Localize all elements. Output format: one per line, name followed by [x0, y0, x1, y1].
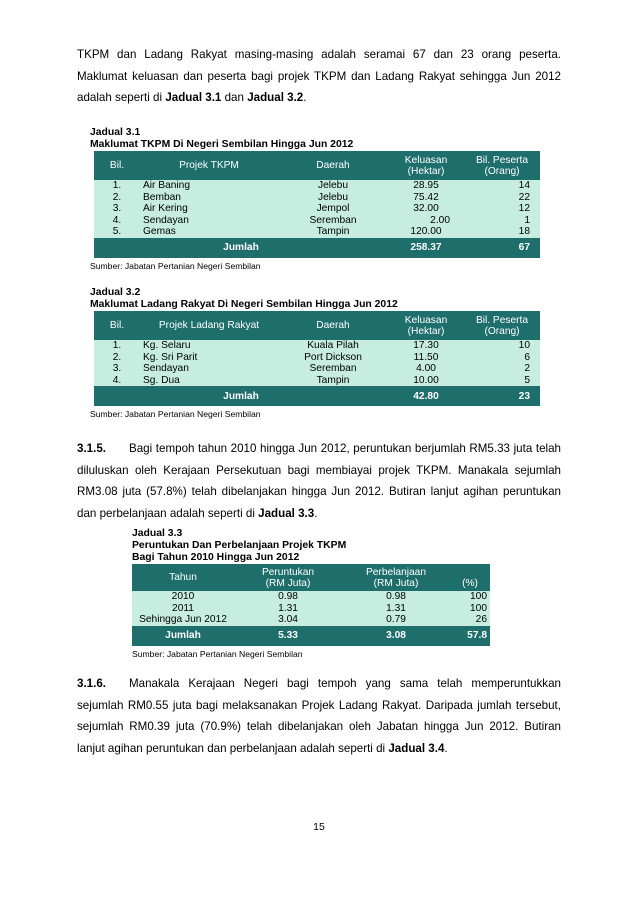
cell-peruntukan: 3.04 — [234, 614, 342, 626]
cell-peserta: 1 — [464, 215, 540, 227]
header-keluasan-line1: Keluasan — [404, 314, 448, 326]
cell-peruntukan: 0.98 — [234, 591, 342, 603]
total-label: Jumlah — [132, 626, 234, 646]
paragraph-3-1-6 — [77, 673, 561, 759]
table-3-2-label: Jadual 3.2 — [90, 287, 141, 298]
header-peruntukan-line2: (RM Juta) — [265, 577, 311, 589]
total-perbelanjaan: 3.08 — [342, 626, 450, 646]
table-row — [94, 192, 540, 204]
paragraph-text: Manakala Kerajaan Negeri bagi tempoh yang sama telah memperuntukkan sejumlah RM0.55 juta bagi melaksanakan Projek Ladang Rakyat. Daripada jumlah tersebut, sejumlah RM0.39 juta (70.9%) telah dibelanjakan oleh Jabatan hingga Jun 2012. Butiran lanjut agihan peruntukan dan perbelanjaan adalah seperti di — [77, 677, 561, 755]
cell-projek: Sg. Dua — [140, 375, 278, 387]
table-row — [132, 614, 490, 626]
cell-peserta: 18 — [464, 226, 540, 238]
table-row — [94, 226, 540, 238]
header-daerah: Daerah — [278, 311, 388, 340]
cell-peserta: 12 — [464, 203, 540, 215]
total-keluasan: 42.80 — [388, 386, 464, 406]
table-3-2-source: Sumber: Jabatan Pertanian Negeri Sembilan — [90, 409, 261, 420]
table-3-3-label: Jadual 3.3 — [132, 528, 183, 539]
header-keluasan — [388, 311, 464, 340]
cell-projek: Sendayan — [140, 363, 278, 375]
paragraph-number: 3.1.5. — [77, 442, 107, 455]
table-row — [132, 603, 490, 615]
header-peserta-line2: (Orang) — [484, 325, 520, 337]
cell-perbelanjaan: 0.79 — [342, 614, 450, 626]
header-perbelanjaan-line2: (RM Juta) — [373, 577, 419, 589]
cell-keluasan: 10.00 — [388, 375, 464, 387]
table-row — [94, 340, 540, 352]
cell-keluasan: 4.00 — [388, 363, 464, 375]
cell-peserta: 22 — [464, 192, 540, 204]
table-3-1 — [94, 151, 540, 258]
header-keluasan-line2: (Hektar) — [407, 165, 445, 177]
table-3-3 — [132, 564, 490, 646]
table-3-1-source: Sumber: Jabatan Pertanian Negeri Sembilan — [90, 260, 261, 271]
cell-perbelanjaan: 1.31 — [342, 603, 450, 615]
cell-tahun: 2011 — [132, 603, 234, 615]
cell-projek: Sendayan — [140, 215, 278, 227]
table-3-3-block — [132, 528, 490, 659]
paragraph-text-end: . — [314, 506, 318, 520]
ref-jadual-3-2: Jadual 3.2 — [247, 91, 304, 104]
cell-peserta: 2 — [464, 363, 540, 375]
header-peruntukan — [234, 564, 342, 591]
table-row — [94, 352, 540, 364]
total-row — [132, 626, 490, 646]
total-row — [94, 238, 540, 258]
header-keluasan-line2: (Hektar) — [407, 325, 445, 337]
cell-peserta: 5 — [464, 375, 540, 387]
cell-bil: 5. — [94, 226, 140, 238]
cell-keluasan: 120.00 — [388, 226, 464, 238]
table-3-2-title: Maklumat Ladang Rakyat Di Negeri Sembilan Hingga Jun 2012 — [90, 299, 398, 310]
paragraph-3-1-5 — [77, 438, 561, 524]
cell-bil: 4. — [94, 215, 140, 227]
total-peruntukan: 5.33 — [234, 626, 342, 646]
total-row — [94, 386, 540, 406]
cell-peratus: 100 — [450, 591, 490, 603]
header-bil: Bil. — [94, 151, 140, 180]
total-label: Jumlah — [94, 238, 388, 258]
header-peserta — [464, 151, 540, 180]
cell-daerah: Seremban — [278, 215, 388, 227]
cell-keluasan: 32.00 — [388, 203, 464, 215]
table-3-1-title: Maklumat TKPM Di Negeri Sembilan Hingga Jun 2012 — [90, 139, 354, 150]
table-row — [94, 375, 540, 387]
total-label: Jumlah — [94, 386, 388, 406]
intro-text-join: dan — [221, 91, 248, 104]
cell-projek: Kg. Selaru — [140, 340, 278, 352]
header-peserta-line1: Bil. Peserta — [475, 314, 529, 326]
cell-bil: 1. — [94, 180, 140, 192]
cell-daerah: Tampin — [278, 226, 388, 238]
table-header-row — [94, 311, 540, 340]
cell-projek: Kg. Sri Parit — [140, 352, 278, 364]
cell-keluasan: 17.30 — [388, 340, 464, 352]
cell-perbelanjaan: 0.98 — [342, 591, 450, 603]
cell-keluasan: 11.50 — [388, 352, 464, 364]
cell-keluasan: 2.00 — [388, 215, 464, 227]
cell-bil: 2. — [94, 192, 140, 204]
page-number: 15 — [313, 821, 325, 833]
table-3-3-source: Sumber: Jabatan Pertanian Negeri Sembilan — [132, 648, 303, 659]
intro-paragraph — [77, 44, 561, 109]
ref-jadual-3-4: Jadual 3.4 — [388, 741, 445, 755]
cell-peserta: 6 — [464, 352, 540, 364]
header-peserta-line2: (Orang) — [484, 165, 520, 177]
cell-peserta: 14 — [464, 180, 540, 192]
cell-daerah: Seremban — [278, 363, 388, 375]
header-peserta — [464, 311, 540, 340]
table-3-1-label: Jadual 3.1 — [90, 127, 141, 138]
cell-bil: 4. — [94, 375, 140, 387]
total-peserta: 23 — [464, 386, 540, 406]
cell-keluasan: 28.95 — [388, 180, 464, 192]
header-bil: Bil. — [94, 311, 140, 340]
table-3-3-title-1: Peruntukan Dan Perbelanjaan Projek TKPM — [132, 540, 347, 551]
table-header-row — [94, 151, 540, 180]
header-keluasan-line1: Keluasan — [404, 154, 448, 166]
cell-peratus: 100 — [450, 603, 490, 615]
ref-jadual-3-3: Jadual 3.3 — [258, 506, 315, 520]
table-row — [94, 203, 540, 215]
header-tahun: Tahun — [132, 564, 234, 591]
cell-daerah: Jelebu — [278, 180, 388, 192]
cell-peratus: 26 — [450, 614, 490, 626]
cell-projek: Air Kering — [140, 203, 278, 215]
cell-bil: 2. — [94, 352, 140, 364]
table-row — [94, 215, 540, 227]
intro-text: TKPM dan Ladang Rakyat masing-masing adalah seramai 67 dan 23 orang peserta. Maklumat keluasan dan peserta bagi projek TKPM dan Ladang Rakyat sehingga Jun 2012 adalah seperti di — [77, 48, 561, 104]
ref-jadual-3-1: Jadual 3.1 — [165, 91, 222, 104]
paragraph-text-end: . — [444, 741, 448, 755]
header-perbelanjaan-line1: Perbelanjaan — [365, 566, 427, 578]
cell-bil: 3. — [94, 203, 140, 215]
cell-peserta: 10 — [464, 340, 540, 352]
cell-projek: Air Baning — [140, 180, 278, 192]
cell-keluasan: 75.42 — [388, 192, 464, 204]
table-3-3-title-2: Bagi Tahun 2010 Hingga Jun 2012 — [132, 552, 300, 563]
intro-text-end: . — [303, 91, 307, 104]
cell-bil: 3. — [94, 363, 140, 375]
cell-daerah: Tampin — [278, 375, 388, 387]
cell-projek: Bemban — [140, 192, 278, 204]
header-peratus: (%) — [450, 564, 490, 591]
table-row — [94, 180, 540, 192]
cell-projek: Gemas — [140, 226, 278, 238]
table-3-2 — [94, 311, 540, 406]
cell-bil: 1. — [94, 340, 140, 352]
header-projek: Projek TKPM — [140, 151, 278, 180]
cell-daerah: Port Dickson — [278, 352, 388, 364]
table-row — [94, 363, 540, 375]
table-3-1-block — [90, 127, 540, 271]
total-keluasan: 258.37 — [388, 238, 464, 258]
cell-daerah: Kuala Pilah — [278, 340, 388, 352]
table-header-row — [132, 564, 490, 591]
header-daerah: Daerah — [278, 151, 388, 180]
header-peserta-line1: Bil. Peserta — [475, 154, 529, 166]
paragraph-number: 3.1.6. — [77, 677, 107, 690]
header-peruntukan-line1: Peruntukan — [261, 566, 315, 578]
header-projek: Projek Ladang Rakyat — [140, 311, 278, 340]
header-keluasan — [388, 151, 464, 180]
cell-daerah: Jelebu — [278, 192, 388, 204]
cell-tahun: Sehingga Jun 2012 — [132, 614, 234, 626]
paragraph-text: Bagi tempoh tahun 2010 hingga Jun 2012, peruntukan berjumlah RM5.33 juta telah diluluskan oleh Kerajaan Persekutuan bagi membiayai projek TKPM. Manakala sejumlah RM3.08 juta (57.8%) telah dibelanjakan hingga Jun 2012. Butiran lanjut agihan peruntukan dan perbelanjaan adalah seperti di — [77, 442, 561, 520]
cell-tahun: 2010 — [132, 591, 234, 603]
cell-daerah: Jempol — [278, 203, 388, 215]
header-perbelanjaan — [342, 564, 450, 591]
total-peserta: 67 — [464, 238, 540, 258]
total-peratus: 57.8 — [450, 626, 490, 646]
table-3-2-block — [90, 287, 540, 419]
table-row — [132, 591, 490, 603]
cell-peruntukan: 1.31 — [234, 603, 342, 615]
